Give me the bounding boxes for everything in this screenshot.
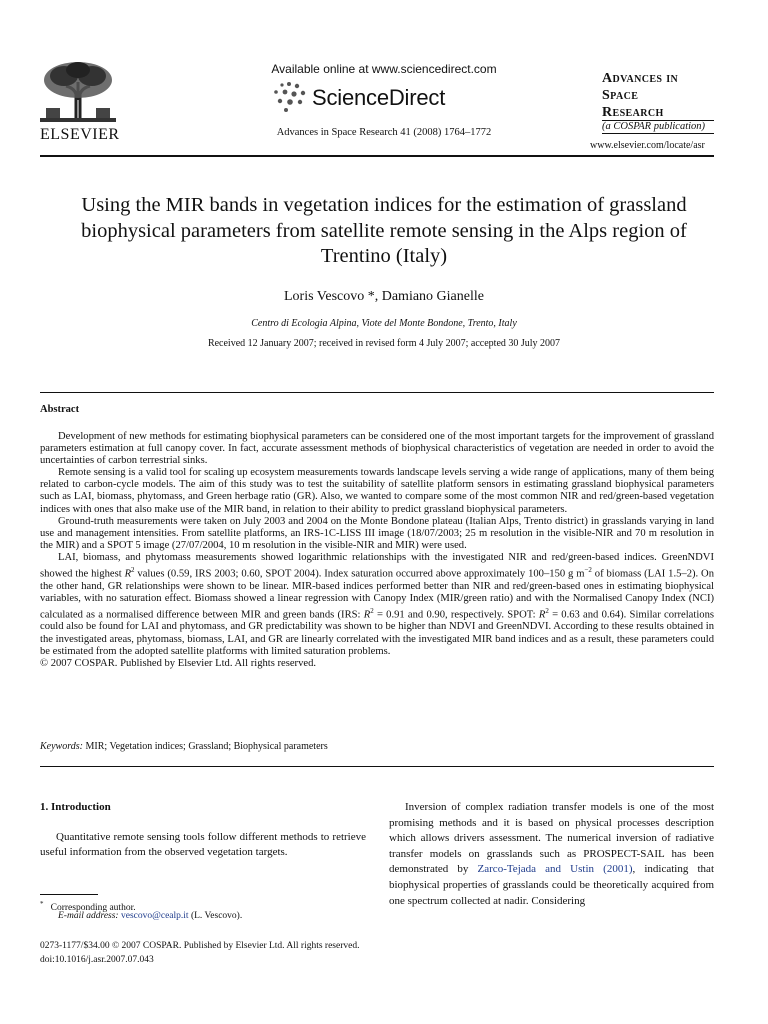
email-link[interactable]: vescovo@cealp.it bbox=[120, 911, 189, 921]
email-label: E-mail address: bbox=[58, 911, 119, 921]
journal-title-line2: Space bbox=[602, 88, 639, 103]
abstract-paragraph-3: Ground-truth measurements were taken on July 2003 and 2004 on the Monte Bondone plateau (Italian Alps, Trento district) in grasslands varying in land use and management intensities. From satellite platforms, an IRS-1C-LISS III image (18/07/2003; 25 m resolution in the visible-NIR and 70 m resolution in the MIR) and a SPOT 5 image (27/07/2004, 10 m resolution in the visible-NIR and MIR) were used. bbox=[40, 515, 714, 551]
journal-subtitle: (a COSPAR publication) bbox=[602, 121, 706, 132]
journal-url-link[interactable]: www.elsevier.com/locate/asr bbox=[590, 140, 705, 151]
right-column-paragraph bbox=[389, 800, 714, 909]
abstract-p4-part-e: = 0.63 and 0.64). Similar correlations could also be found for LAI and phytomass, and GR predictability was shown to be higher than NDVI and GreenNDVI. According to these results obtained in the investigated areas, phytomass, biomass, LAI, and GR are linearly correlated with the investigated MIR band indices and as a result, these parameters could be estimated from the adopted satellite platforms with limited saturation problems. bbox=[40, 609, 714, 657]
abstract-p4-part-d: = 0.91 and 0.90, respectively. SPOT: bbox=[373, 609, 539, 621]
article-authors: Loris Vescovo *, Damiano Gianelle bbox=[284, 289, 484, 304]
abstract-paragraph-2: Remote sensing is a valid tool for scaling up ecosystem measurements towards landscape levels serving a wide range of applications, many of them being related to carbon-cycle models. The aim of this study was to test the suitability of satellite platform sensors in estimating grassland biophysical parameters such as LAI, biomass, phytomass, and Green herbage ratio (GR). Also, we wanted to compare some of the most common NIR and red/green-based vegetation indices with ones that also make use of the MIR band, in relation to their ability to predict grassland biophysical parameters. bbox=[40, 467, 714, 515]
journal-title bbox=[602, 70, 678, 121]
abstract-heading: Abstract bbox=[40, 404, 80, 415]
citation-link[interactable]: Zarco-Tejada and Ustin (2001) bbox=[477, 863, 633, 876]
r-squared-symbol: R bbox=[124, 568, 132, 580]
section-heading-introduction: 1. Introduction bbox=[40, 801, 111, 813]
journal-title-line1: Advances in bbox=[602, 71, 679, 86]
abstract-p4-part-a: LAI, biomass, and phytomass measurements showed logarithmic relationships with the investigated NIR and red/green-based indices. GreenNDVI showed the highest bbox=[40, 551, 714, 580]
abstract-p4-part-c: of biomass (LAI 1.5–2). On the other hand, GR relationships were shown to be linear. MIR-based indices performed better than NIR and red/green-based ones in estimating biophysical variables, with no saturation effect. Biomass showed a linear regression with Canopy Index (MIR/green ratio) and with the Normalised Canopy Index (NCI) calculated as a normalised difference between MIR and green bands (IRS: bbox=[40, 568, 715, 621]
article-title: Using the MIR bands in vegetation indices for the estimation of grassland biophysical parameters from satellite remote sensing in the Alps region of Trentino (Italy) bbox=[81, 194, 687, 267]
issn-copyright-line: 0273-1177/$34.00 © 2007 COSPAR. Published by Elsevier Ltd. All rights reserved. bbox=[40, 941, 360, 951]
r-squared-symbol: R bbox=[363, 609, 371, 621]
abstract-top-divider bbox=[40, 392, 714, 393]
author-affiliation: Centro di Ecologia Alpina, Viote del Monte Bondone, Trento, Italy bbox=[251, 318, 517, 329]
journal-reference: Advances in Space Research 41 (2008) 1764–1772 bbox=[276, 127, 492, 138]
abstract-copyright: © 2007 COSPAR. Published by Elsevier Ltd. All rights reserved. bbox=[40, 657, 317, 669]
r-squared-exponent: 2 bbox=[545, 606, 549, 615]
keywords-line bbox=[40, 741, 328, 752]
publisher-name: ELSEVIER bbox=[40, 126, 120, 143]
keywords-label: Keywords: bbox=[40, 741, 83, 752]
r-squared-exponent: 2 bbox=[370, 606, 374, 615]
keywords-list: MIR; Vegetation indices; Grassland; Biophysical parameters bbox=[85, 741, 328, 752]
right-text-part-a: Inversion of complex radiation transfer models is one of the most promising methods and it is based on physical processes description which allows drivers assessment. The numerical inversion of radiative transfer models on grasslands such as PROSPECT-SAIL has been demonstrated by bbox=[389, 801, 714, 876]
journal-rule-bottom bbox=[602, 133, 714, 134]
left-column bbox=[40, 800, 366, 861]
abstract-body bbox=[40, 431, 714, 670]
sciencedirect-wordmark: ScienceDirect bbox=[312, 85, 446, 110]
footnote-email bbox=[58, 910, 242, 922]
r-squared-symbol: R bbox=[538, 609, 546, 621]
abstract-paragraph-4 bbox=[40, 552, 714, 658]
article-dates: Received 12 January 2007; received in revised form 4 July 2007; accepted 30 July 2007 bbox=[207, 338, 561, 349]
introduction-paragraph: Quantitative remote sensing tools follow different methods to retrieve useful information from the observed vegetation targets. bbox=[40, 830, 366, 859]
header-divider bbox=[40, 155, 714, 157]
right-column bbox=[389, 800, 714, 909]
r-squared-exponent: 2 bbox=[131, 566, 135, 575]
abstract-paragraph-1: Development of new methods for estimating biophysical parameters can be considered one of the most important targets for the improvement of grassland parameters estimation at full canopy cover. In fact, accurate assessment methods of biophysical characteristics of vegetation are needed in order to avoid the uncertainties of carbon terrestrial sinks. bbox=[40, 431, 714, 467]
footnote-star: * bbox=[40, 900, 44, 908]
footnote-corresponding-text: Corresponding author. bbox=[50, 903, 136, 914]
available-online-text: Available online at www.sciencedirect.com bbox=[271, 62, 497, 76]
email-suffix: (L. Vescovo). bbox=[190, 911, 243, 921]
journal-title-line3: Research bbox=[602, 105, 664, 120]
unit-exponent: −2 bbox=[584, 566, 592, 575]
abstract-p4-part-b: values (0.59, IRS 2003; 0.60, SPOT 2004). Index saturation occurred above approximately 100–150 g m bbox=[134, 568, 585, 580]
doi-line: doi:10.1016/j.asr.2007.07.043 bbox=[40, 955, 154, 965]
abstract-bottom-divider bbox=[40, 766, 714, 767]
footnote-divider bbox=[40, 894, 98, 895]
right-text-part-b: , indicating that biophysical properties of grasslands could be theoretically acquired from one spectrum collected at nadir. Considering bbox=[389, 863, 714, 907]
